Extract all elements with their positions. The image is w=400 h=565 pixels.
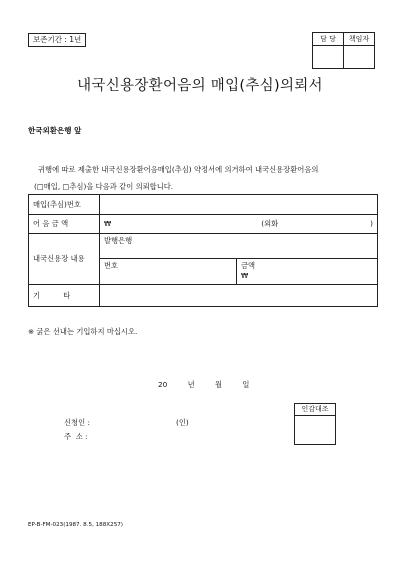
purchase-number-label: 매입(추심)번호 bbox=[29, 195, 100, 215]
lc-amount-field[interactable] bbox=[237, 259, 378, 285]
approval-header-manager: 책임자 bbox=[344, 33, 375, 46]
seal-mark: (인) bbox=[176, 418, 189, 427]
instruction-note: ※ 굵은 선내는 기입하지 마십시오. bbox=[28, 327, 138, 336]
retention-period: 보존기간 : 1년 bbox=[28, 33, 86, 47]
applicant-label: 신청인 : bbox=[64, 418, 90, 427]
approval-header-staff: 담 당 bbox=[313, 33, 344, 46]
bill-amount-field[interactable] bbox=[100, 215, 378, 234]
request-statement bbox=[34, 161, 383, 195]
form-code-footer: EP-B-FM-023(1987. 8.5, 188X257) bbox=[28, 522, 123, 528]
recipient-bank: 한국외환은행 앞 bbox=[28, 126, 82, 135]
bill-amount-foreign-close: ) bbox=[370, 219, 373, 228]
seal-verification-header: 인감대조 bbox=[295, 404, 335, 416]
lc-amount-label: 금액 bbox=[241, 261, 256, 270]
approval-box bbox=[312, 32, 375, 69]
lc-amount-currency: ₩ bbox=[241, 271, 249, 280]
issuing-bank-label: 발행은행 bbox=[104, 236, 133, 245]
seal-verification-box[interactable] bbox=[294, 403, 336, 445]
other-field[interactable] bbox=[100, 285, 378, 307]
request-statement-line1: 귀행에 따로 제출한 내국신용장환어음매입(추심) 약정서에 의거하여 내국신용장환어음의 bbox=[38, 165, 319, 174]
form-title: 내국신용장환어음의 매입(추심)의뢰서 bbox=[77, 78, 323, 94]
date-line: 20 년 월 일 bbox=[158, 380, 250, 389]
approval-sign-manager[interactable] bbox=[344, 46, 375, 69]
approval-sign-staff[interactable] bbox=[313, 46, 344, 69]
request-form-table bbox=[28, 194, 378, 307]
bill-amount-currency: ₩ bbox=[104, 219, 112, 228]
bill-amount-label: 어 음 금 액 bbox=[29, 215, 100, 234]
local-lc-label: 내국신용장 내용 bbox=[29, 234, 100, 285]
address-label: 주 소 : bbox=[64, 432, 88, 441]
purchase-number-field[interactable] bbox=[100, 195, 378, 215]
bill-amount-foreign-open: (외화 bbox=[261, 219, 279, 228]
lc-number-field[interactable] bbox=[100, 259, 237, 285]
issuing-bank-field[interactable] bbox=[100, 234, 378, 259]
request-statement-line2: (□매입, □추심)을 다음과 같이 의뢰합니다. bbox=[34, 182, 174, 191]
lc-number-label: 번호 bbox=[104, 261, 119, 270]
other-label: 기 타 bbox=[29, 285, 100, 307]
